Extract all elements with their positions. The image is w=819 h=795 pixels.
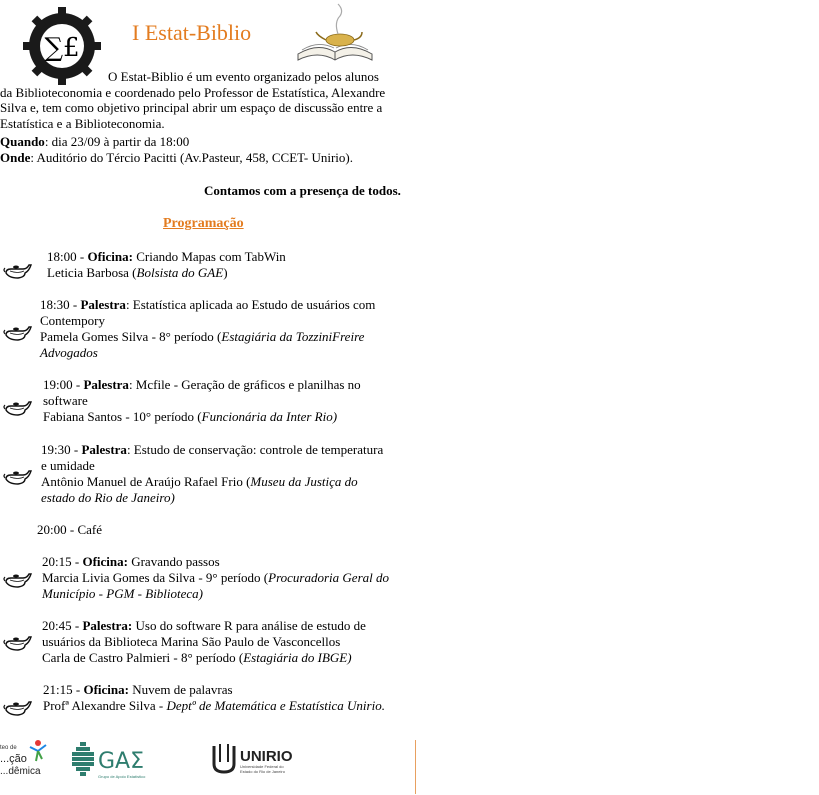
program-kind: Palestra: xyxy=(82,618,133,633)
intro-line: O Estat-Biblio é um evento organizado pelos alunos xyxy=(108,69,379,84)
program-title: : Estatística aplicada ao Estudo de usuários com xyxy=(125,297,376,312)
program-affiliation-end: ) xyxy=(223,265,228,280)
program-speaker: Antônio Manuel de Araújo Rafael Frio ( xyxy=(41,474,251,489)
footer-logo-educacao xyxy=(0,737,48,777)
genie-lamp-icon xyxy=(3,633,33,653)
closing-line: Contamos com a presença de todos. xyxy=(204,183,401,198)
open-book-genie-lamp-icon xyxy=(292,2,378,68)
program-affiliation: Estagiária do IBGE) xyxy=(243,650,352,665)
coffee-break: 20:00 - Café xyxy=(37,522,102,537)
program-speaker: Leticia Barbosa ( xyxy=(47,265,137,280)
program-title: Gravando passos xyxy=(127,554,220,569)
program-title: Nuvem de palavras xyxy=(128,682,233,697)
program-affiliation: Funcionária da Inter Rio) xyxy=(201,409,338,424)
logo3-text: UNIRIO xyxy=(240,748,293,765)
program-affiliation: Deptº de Matemática e Estatística Unirio. xyxy=(166,698,385,713)
program-item-title xyxy=(41,442,383,458)
program-speaker-line xyxy=(42,570,389,586)
program-speaker: Pamela Gomes Silva - 8° período ( xyxy=(40,329,222,344)
logo1-line1: ...ção xyxy=(0,753,27,765)
genie-lamp-icon xyxy=(3,398,33,418)
program-title-cont: e umidade xyxy=(41,458,95,473)
program-speaker: Carla de Castro Palmieri - 8° período ( xyxy=(42,650,244,665)
program-item-title xyxy=(40,297,375,313)
program-title: : Mcfile - Geração de gráficos e planilhas no xyxy=(128,377,361,392)
program-item-title xyxy=(42,554,389,570)
program-speaker-line xyxy=(43,698,385,714)
svg-text:teo de: teo de xyxy=(0,745,17,751)
program-affiliation-cont xyxy=(40,345,375,361)
program-title-cont: usuários da Biblioteca Marina São Paulo de Vasconcellos xyxy=(42,634,341,649)
program-heading: Programação xyxy=(163,216,244,231)
genie-lamp-icon xyxy=(3,467,33,487)
program-time: 19:00 - xyxy=(43,377,84,392)
program-item xyxy=(42,554,389,602)
program-affiliation-cont-text: Advogados xyxy=(40,345,98,360)
program-item xyxy=(43,682,385,714)
program-kind: Oficina: xyxy=(82,554,128,569)
program-speaker: Profª Alexandre Silva - xyxy=(43,698,167,713)
intro-paragraph xyxy=(0,69,418,131)
program-speaker: Fabiana Santos - 10° período ( xyxy=(43,409,202,424)
where-line xyxy=(0,150,418,166)
program-kind: Oficina: xyxy=(87,249,133,264)
program-affiliation-cont-text: estado do Rio de Janeiro) xyxy=(41,490,175,505)
program-item-title xyxy=(42,618,366,634)
sigma-symbol: ∑£ xyxy=(44,33,80,63)
program-affiliation: Bolsista do GAE xyxy=(136,265,224,280)
logo2-sub: Grupo de Apoio Estatístico xyxy=(98,774,146,779)
program-kind: Palestra xyxy=(80,297,126,312)
program-kind: Oficina: xyxy=(83,682,129,697)
program-time: 18:30 - xyxy=(40,297,81,312)
genie-lamp-icon xyxy=(3,570,33,590)
intro-line: Silva e, tem como objetivo principal abrir um espaço de discussão entre a xyxy=(0,100,383,116)
when-line xyxy=(0,134,418,150)
program-affiliation-cont-text: Município - PGM - Biblioteca) xyxy=(42,586,204,601)
program-title: Criando Mapas com TabWin xyxy=(132,249,286,264)
program-speaker-line xyxy=(42,650,366,666)
program-item-title xyxy=(47,249,286,265)
footer-divider xyxy=(415,740,416,794)
program-item-title xyxy=(43,377,361,393)
footer-logo-gae xyxy=(68,738,158,784)
program-item-title xyxy=(43,682,385,698)
genie-lamp-icon xyxy=(3,261,33,281)
program-affiliation: Museu da Justiça do xyxy=(250,474,358,489)
program-kind: Palestra xyxy=(81,442,127,457)
program-speaker-line xyxy=(47,265,286,281)
program-speaker-line xyxy=(43,409,361,425)
program-time: 20:45 - xyxy=(42,618,83,633)
program-item xyxy=(43,377,361,425)
intro-line: da Biblioteconomia e coordenado pelo Professor de Estatística, Alexandre xyxy=(0,84,386,100)
logo3-sub1: Universidade Federal do xyxy=(240,764,284,769)
footer-logo-unirio xyxy=(210,740,306,776)
program-kind: Palestra xyxy=(83,377,129,392)
event-details xyxy=(0,134,418,166)
program-item xyxy=(42,618,366,666)
genie-lamp-icon xyxy=(3,698,33,718)
page-title: I Estat-Biblio xyxy=(132,20,252,45)
program-time: 19:30 - xyxy=(41,442,82,457)
program-time: 18:00 - xyxy=(47,249,88,264)
program-item xyxy=(41,442,383,506)
program-time: 20:15 - xyxy=(42,554,83,569)
when-text: : dia 23/09 à partir da 18:00 xyxy=(44,134,190,149)
program-affiliation: Estagiária da TozziniFreire xyxy=(221,329,365,344)
where-text: : Auditório do Tércio Pacitti (Av.Pasteur, 458, CCET- Unirio). xyxy=(30,150,353,165)
when-label: Quando xyxy=(0,134,45,149)
logo1-line2: ...dêmica xyxy=(0,766,41,777)
program-item xyxy=(47,249,286,281)
program-affiliation: Procuradoria Geral do xyxy=(268,570,389,585)
program-time: 21:15 - xyxy=(43,682,84,697)
intro-line: Estatística e a Biblioteconomia. xyxy=(0,115,165,131)
program-item xyxy=(40,297,375,361)
program-speaker: Marcia Livia Gomes da Silva - 9° período ( xyxy=(42,570,269,585)
program-speaker-line xyxy=(40,329,375,345)
program-speaker-line xyxy=(41,474,383,490)
program-title-cont: Contempory xyxy=(40,313,105,328)
where-label: Onde xyxy=(0,150,31,165)
program-title-cont: software xyxy=(43,393,88,408)
program-affiliation-cont xyxy=(41,490,383,506)
program-affiliation-cont xyxy=(42,586,389,602)
logo3-sub2: Estado do Rio de Janeiro xyxy=(240,769,285,774)
program-title: Uso do software R para análise de estudo de xyxy=(132,618,366,633)
logo2-text: GAΣ xyxy=(98,749,144,774)
program-title: : Estudo de conservação: controle de temperatura xyxy=(126,442,384,457)
genie-lamp-icon xyxy=(3,323,33,343)
